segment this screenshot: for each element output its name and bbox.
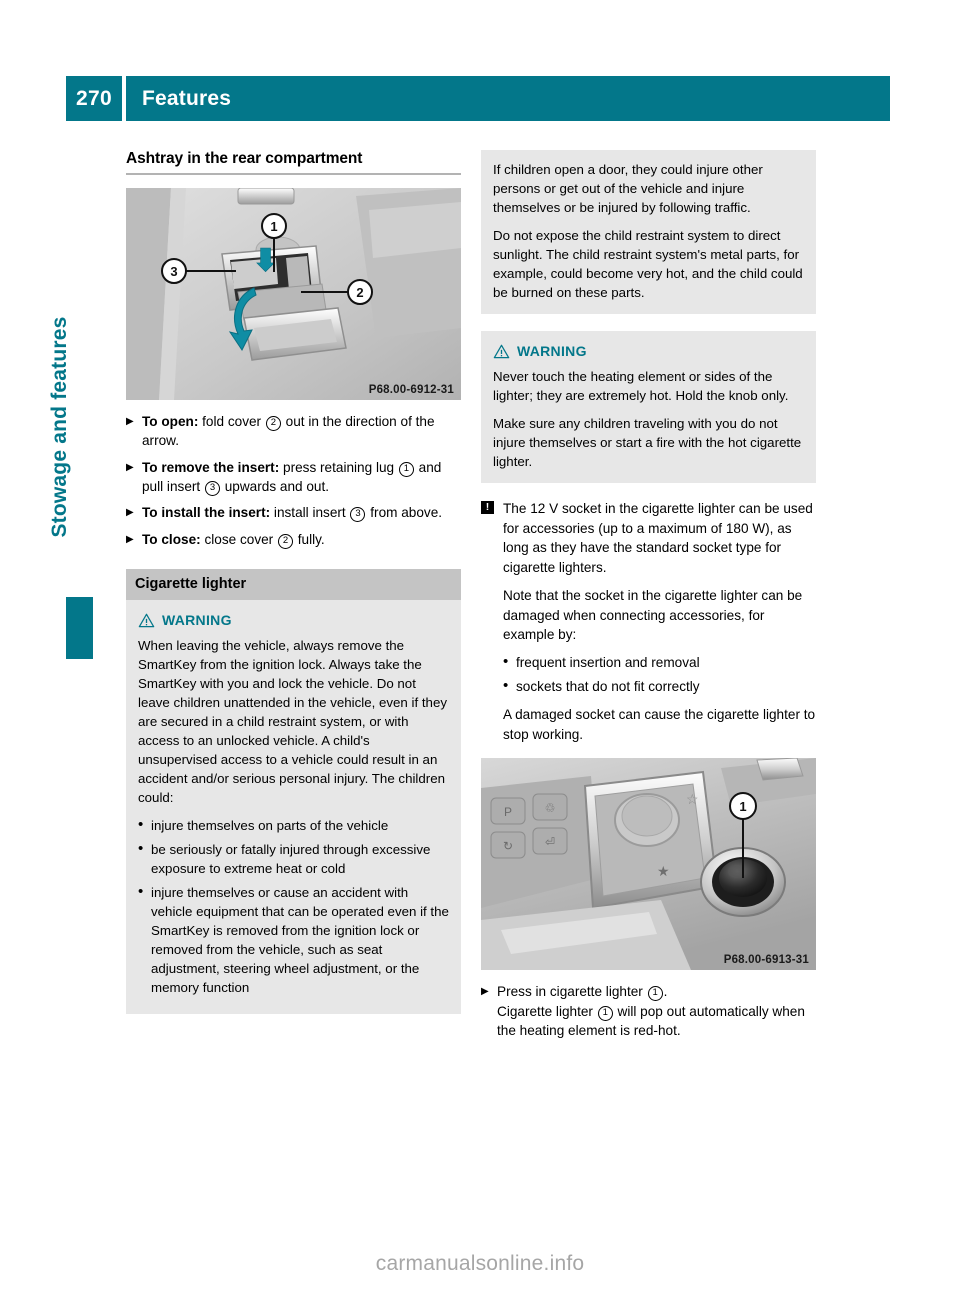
step-text-a: press retaining lug [279,459,398,475]
warning-bullet-item [138,840,449,878]
step-text-a: Press in cigarette lighter [497,984,647,1000]
note-paragraph: Note that the socket in the cigarette lighter can be damaged when connecting accessories, for example by: [503,587,803,643]
page-number: 270 [66,76,122,121]
bullet-dot-icon: • [503,652,509,670]
note-icon-wrapper [481,499,503,744]
step-text-a: install insert [270,505,350,521]
bullet-dot-icon: • [503,677,509,695]
bullet-dot-icon: • [138,840,144,858]
note-exclamation-icon: ! [481,501,494,514]
figure-caption-code: P68.00-6912-31 [368,384,454,396]
svg-text:☆: ☆ [686,791,699,808]
figure-cigarette-lighter [481,758,816,970]
ashtray-illustration [126,188,461,400]
warning-paragraph: Make sure any children traveling with you do not injure themselves or start a fire with the hot cigarette lighter. [493,416,802,470]
step-text-b: and pull insert [142,459,442,494]
note-paragraph: A damaged socket can cause the cigarette lighter to stop working. [503,706,816,742]
step-text-a: fold cover [198,414,265,429]
instruction-step-list [481,982,816,1040]
svg-text:★: ★ [657,863,670,880]
warning-box-continued [481,150,816,314]
warning-paragraph: Never touch the heating element or sides of the lighter; they are extremely hot. Hold the knob only. [493,369,789,404]
chapter-tab-marker [66,597,93,659]
callout-ref: 2 [266,416,281,431]
section-title: Ashtray in the rear compartment [126,150,363,167]
bullet-text: injure themselves on parts of the vehicle [151,818,389,834]
svg-text:1: 1 [739,799,747,815]
step-arrow-icon: ▶ [126,533,134,545]
step-text [142,458,461,497]
note-paragraph: The 12 V socket in the cigarette lighter can be used for accessories (up to a maximum of 180 W), as long as they have the standard socket type for cigarette lighters. [503,501,813,576]
left-column [126,150,461,1014]
right-column [481,150,816,1047]
step-line2-b: will pop out automatically when the heating element is red-hot. [497,1003,805,1038]
page-title-header: Features [126,76,890,121]
figure-ashtray-image [126,188,461,400]
step-text [497,982,816,1040]
bullet-text: frequent insertion and removal [516,654,700,670]
footer-watermark: carmanualsonline.info [375,1252,585,1275]
callout-ref: 1 [598,1006,613,1021]
callout-ref: 1 [399,462,414,477]
step-text [142,412,461,451]
instruction-step [126,530,461,550]
figure-cigarette-lighter-image [481,758,816,970]
svg-text:1: 1 [270,219,278,234]
step-arrow-icon: ▶ [481,986,489,998]
step-line2-a: Cigarette lighter [497,1003,597,1019]
warning-triangle-icon [493,344,510,359]
warning-label: WARNING [162,612,232,629]
instruction-step [126,412,461,451]
step-arrow-icon: ▶ [126,416,134,427]
callout-ref: 2 [278,534,293,549]
figure-caption-code: P68.00-6913-31 [723,954,809,967]
instruction-step [126,458,461,497]
warning-box-lighter [481,331,816,483]
callout-ref: 1 [648,986,663,1001]
bullet-dot-icon: • [138,883,144,901]
instruction-step-list [126,412,461,549]
title-rule [126,173,461,175]
warning-header [493,341,804,361]
chapter-tab-label: Stowage and features [48,316,71,538]
bullet-text: be seriously or fatally injured through excessive exposure to extreme heat or cold [151,842,431,877]
step-label: To open: [142,414,199,429]
bullet-text: injure themselves or cause an accident with vehicle equipment that can be operated even if the SmartKey is removed from the ignition lock or removed from the vehicle, such as seat adjustment, steering wheel adjustment, or the memory function [151,885,449,996]
step-text [142,530,461,550]
callout-ref: 3 [350,507,365,522]
warning-paragraph: Do not expose the child restraint system to direct sunlight. The child restraint system's metal parts, for example, could become very hot, and the child could be burned on these parts. [493,228,803,300]
svg-text:⏎: ⏎ [544,835,556,850]
step-text-b: fully. [293,531,325,547]
step-text-b: from above. [366,505,443,521]
instruction-step [126,503,461,523]
step-label: To close: [142,531,201,547]
step-text [142,503,461,523]
warning-triangle-icon [138,613,155,628]
note-block [481,499,816,744]
svg-text:3: 3 [170,264,178,279]
step-arrow-icon: ▶ [126,461,134,473]
step-text-b: . [663,984,668,1000]
console-illustration [481,758,816,970]
svg-text:2: 2 [356,285,364,300]
warning-paragraph: If children open a door, they could injure other persons or get out of the vehicle and injure themselves or be injured by following traffic. [493,162,763,215]
warning-paragraph: When leaving the vehicle, always remove the SmartKey from the ignition lock. Always take the SmartKey with you and lock the vehicle. Do not leave children unattended in the vehicle, even if they are secured in a child restraint system, or with access to an unlocked vehicle. A child's unsupervised access to a vehicle could result in an accident and/or serious personal injury. The children could: [138,638,447,806]
warning-bullet-item [138,816,449,835]
figure-ashtray [126,188,461,400]
callout-ref: 3 [205,481,220,496]
bullet-text: sockets that do not fit correctly [516,679,700,695]
note-bullet-item [503,653,816,672]
bullet-dot-icon: • [138,816,144,834]
instruction-step [481,982,816,1040]
section-heading-cigarette-lighter: Cigarette lighter [126,569,461,600]
step-text-b: out in the direction of the arrow. [142,414,435,449]
step-label: To install the insert: [142,505,271,521]
warning-box [126,600,461,1014]
step-arrow-icon: ▶ [126,507,134,519]
warning-header [138,610,449,630]
svg-text:♲: ♲ [544,801,556,816]
svg-text:↻: ↻ [502,839,514,854]
note-body [503,499,816,744]
warning-bullet-list [138,816,449,997]
step-label: To remove the insert: [142,459,280,475]
note-bullet-list [503,653,816,697]
step-text-c: upwards and out. [220,478,330,494]
note-bullet-item [503,677,816,696]
warning-bullet-item [138,883,449,997]
svg-text:P: P [503,805,513,820]
page-header [66,76,890,121]
step-text-a: close cover [200,531,277,547]
warning-label: WARNING [517,343,587,359]
